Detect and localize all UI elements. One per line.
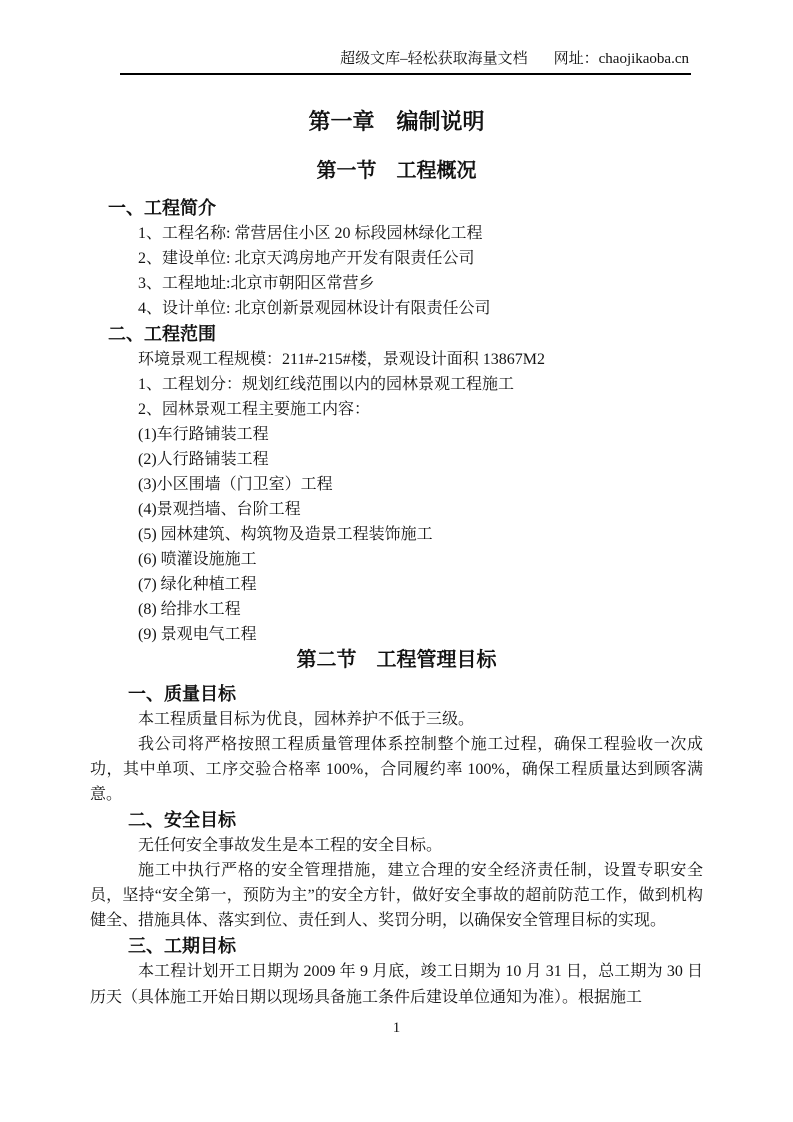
section1-title: 第一节 工程概况 [316,160,477,182]
list-item: 1、工程名称: 常营居住小区 20 标段园林绿化工程 [138,225,483,242]
list-item: (3)小区围墙（门卫室）工程 [138,476,333,493]
header-url-label: 网址： [553,51,599,67]
header-text-line [90,50,703,68]
project-scope-list [138,347,703,422]
construction-content-list [138,422,703,647]
list-item: 1、工程划分：规划红线范围以内的园林景观工程施工 [138,376,515,393]
list-item: (9) 景观电气工程 [138,626,257,643]
paragraph: 无任何安全事故发生是本工程的安全目标。 [138,837,443,854]
project-intro-list [138,221,703,321]
section2-title: 第二节 工程管理目标 [296,649,497,671]
scope-intro-line: 环境景观工程规模：211#-215#楼，景观设计面积 13867M2 [138,351,545,368]
list-item: 2、建设单位: 北京天鸿房地产开发有限责任公司 [138,250,475,267]
chapter-title: 第一章 编制说明 [308,109,485,134]
list-item: (4)景观挡墙、台阶工程 [138,501,301,518]
list-item: (1)车行路铺装工程 [138,426,269,443]
list-item: 2、园林景观工程主要施工内容： [138,401,371,418]
heading-project-scope: 二、工程范围 [108,324,216,344]
paragraph: 本工程计划开工日期为 2009 年 9 月底，竣工日期为 10 月 31 日，总工期为 30 日历天（具体施工开始日期以现场具备施工条件后建设单位通知为准）。根据施工 [90,963,703,1006]
page-number: 1 [392,1020,401,1036]
heading-project-intro: 一、工程简介 [108,198,216,218]
list-item: (2)人行路铺装工程 [138,451,269,468]
paragraph: 施工中执行严格的安全管理措施，建立合理的安全经济责任制，设置专职安全员，坚持“安全第一，预防为主”的安全方针，做好安全事故的超前防范工作，做到机构健全、措施具体、落实到位、责任到人、奖罚分明，以确保安全管理目标的实现。 [90,862,703,929]
heading-schedule-goal: 三、工期目标 [128,936,236,956]
heading-safety-goal: 二、安全目标 [128,810,236,830]
header-url: chaojikaoba.cn [598,51,689,67]
paragraph: 我公司将严格按照工程质量管理体系控制整个施工过程，确保工程验收一次成功，其中单项、工序交验合格率 100%，合同履约率 100%，确保工程质量达到顾客满意。 [90,736,703,803]
list-item: (6) 喷灌设施施工 [138,551,257,568]
list-item: (8) 给排水工程 [138,601,241,618]
list-item: (7) 绿化种植工程 [138,576,257,593]
header-site-name: 超级文库–轻松获取海量文档 [340,51,528,67]
paragraph: 本工程质量目标为优良，园林养护不低于三级。 [138,711,475,728]
list-item: 4、设计单位: 北京创新景观园林设计有限责任公司 [138,300,491,317]
list-item: (5) 园林建筑、构筑物及造景工程装饰施工 [138,526,433,543]
document-header [90,0,703,75]
heading-quality-goal: 一、质量目标 [128,684,236,704]
header-divider-rule [120,73,691,75]
list-item: 3、工程地址:北京市朝阳区常营乡 [138,275,375,292]
